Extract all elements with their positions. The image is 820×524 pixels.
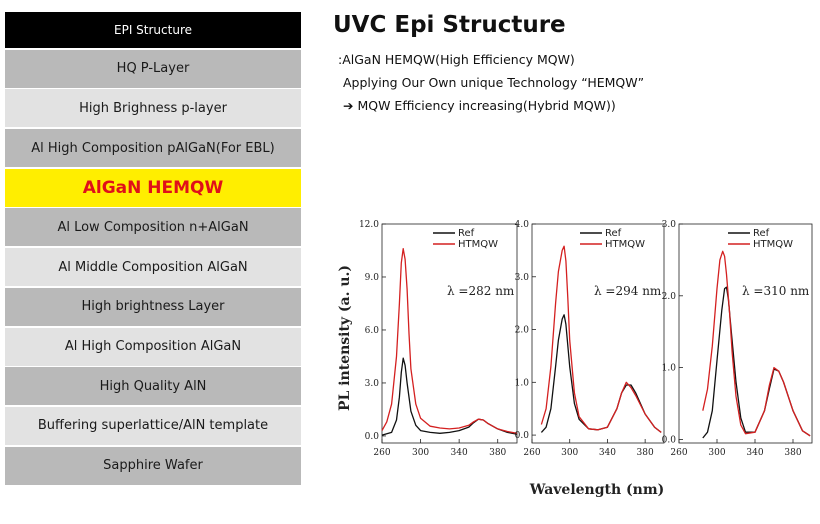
description-line-3 bbox=[343, 98, 616, 113]
x-tick-label: 380 bbox=[636, 448, 654, 458]
y-tick-label: 1.0 bbox=[661, 363, 676, 374]
x-tick-label: 260 bbox=[670, 448, 688, 458]
x-tick-label: 340 bbox=[746, 448, 764, 458]
epi-layer: Buffering superlattice/AlN template bbox=[5, 407, 301, 445]
y-tick-label: 3.0 bbox=[661, 220, 676, 230]
epi-layer: High brightness Layer bbox=[5, 288, 301, 326]
y-axis-label: PL intensity (a. u.) bbox=[337, 264, 353, 412]
x-tick-label: 340 bbox=[598, 448, 617, 458]
wavelength-annotation: λ =282 nm bbox=[447, 284, 515, 298]
wavelength-annotation: λ =294 nm bbox=[594, 284, 662, 298]
description-line-1: :AlGaN HEMQW(High Efficiency MQW) bbox=[338, 52, 575, 67]
y-tick-label: 2.0 bbox=[514, 325, 529, 336]
epi-structure-header: EPI Structure bbox=[5, 12, 301, 48]
epi-structure-stack bbox=[5, 12, 301, 486]
legend-label: Ref bbox=[605, 228, 622, 239]
epi-layer: Al High Composition AlGaN bbox=[5, 328, 301, 366]
epi-layer: Al High Composition pAlGaN(For EBL) bbox=[5, 129, 301, 167]
legend-label: HTMQW bbox=[458, 239, 499, 250]
epi-layer: High Quality AlN bbox=[5, 367, 301, 405]
wavelength-annotation: λ =310 nm bbox=[742, 284, 810, 298]
y-tick-label: 0.0 bbox=[661, 435, 676, 446]
epi-layer: HQ P-Layer bbox=[5, 50, 301, 88]
x-axis-label: Wavelength (nm) bbox=[529, 482, 665, 498]
y-tick-label: 9.0 bbox=[364, 272, 379, 283]
epi-layer: Al Middle Composition AlGaN bbox=[5, 248, 301, 286]
x-tick-label: 260 bbox=[523, 448, 541, 458]
x-tick-label: 300 bbox=[708, 448, 726, 458]
series-line-ref bbox=[541, 315, 661, 433]
page-title: UVC Epi Structure bbox=[333, 12, 566, 38]
epi-layer: Sapphire Wafer bbox=[5, 447, 301, 485]
pl-spectra-chart bbox=[325, 210, 820, 500]
description-line-2: Applying Our Own unique Technology “HEMQW” bbox=[343, 75, 645, 90]
legend-label: HTMQW bbox=[605, 239, 646, 250]
legend-label: Ref bbox=[458, 228, 475, 239]
series-line-ref bbox=[382, 358, 517, 435]
x-tick-label: 380 bbox=[489, 448, 507, 458]
legend-label: HTMQW bbox=[753, 239, 794, 250]
y-tick-label: 3.0 bbox=[514, 272, 529, 283]
x-tick-label: 260 bbox=[373, 448, 391, 458]
epi-layer: High Brighness p-layer bbox=[5, 89, 301, 127]
y-tick-label: 0.0 bbox=[364, 431, 379, 442]
y-tick-label: 3.0 bbox=[364, 378, 379, 389]
y-tick-label: 0.0 bbox=[514, 431, 529, 442]
y-tick-label: 4.0 bbox=[514, 220, 529, 230]
y-tick-label: 6.0 bbox=[364, 325, 379, 336]
panel-frame bbox=[679, 224, 812, 443]
y-tick-label: 12.0 bbox=[358, 220, 379, 230]
y-tick-label: 2.0 bbox=[661, 291, 676, 302]
x-tick-label: 340 bbox=[450, 448, 468, 458]
panel-frame bbox=[532, 224, 664, 443]
x-tick-label: 380 bbox=[784, 448, 802, 458]
legend-label: Ref bbox=[753, 228, 770, 239]
series-line-htmqw bbox=[541, 246, 661, 432]
arrow-right-icon: ➔ bbox=[343, 98, 354, 113]
x-tick-label: 300 bbox=[561, 448, 579, 458]
epi-layer-hemqw: AlGaN HEMQW bbox=[5, 169, 301, 207]
x-tick-label: 300 bbox=[411, 448, 430, 458]
epi-layer: Al Low Composition n+AlGaN bbox=[5, 208, 301, 246]
series-line-ref bbox=[703, 287, 810, 438]
description-line-3-text: MQW Efficiency increasing(Hybrid MQW)) bbox=[357, 98, 616, 113]
y-tick-label: 1.0 bbox=[514, 378, 529, 389]
series-line-htmqw bbox=[382, 249, 517, 434]
